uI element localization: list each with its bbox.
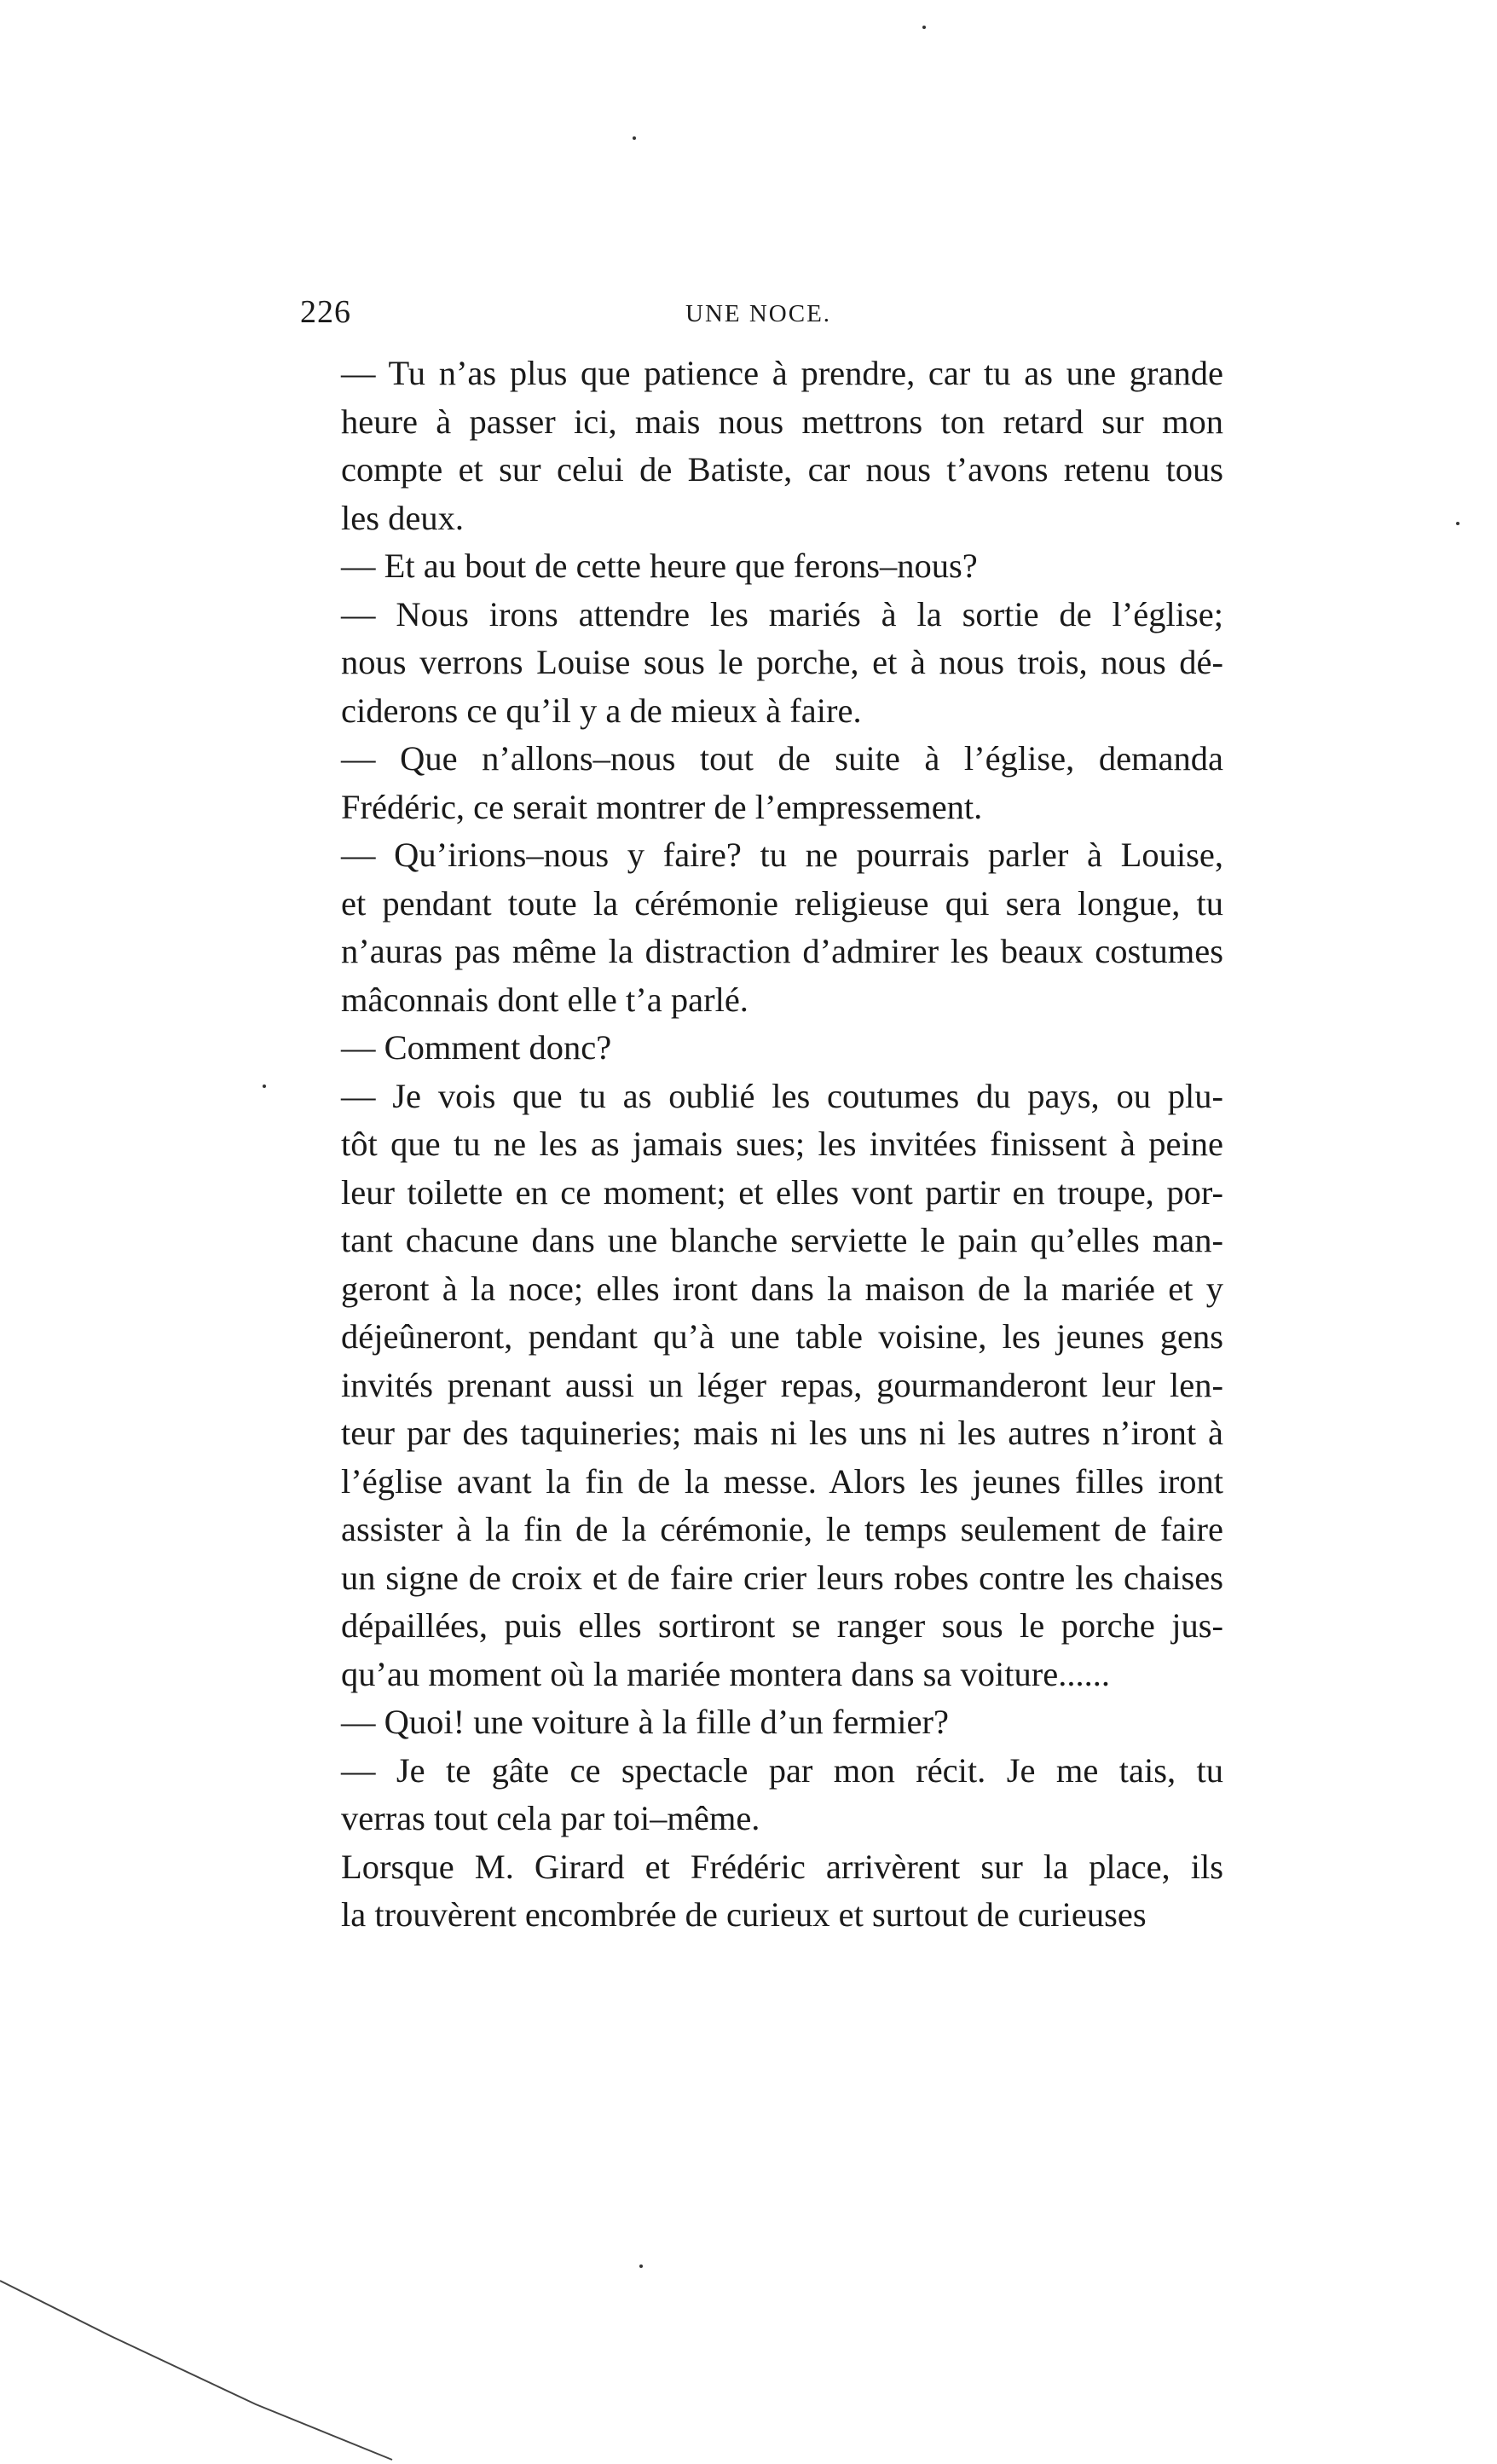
paragraph	[290, 350, 1223, 542]
paragraph	[290, 591, 1223, 736]
text-line: — Quoi! une voiture à la fille d’un fermier?	[341, 1703, 949, 1741]
text-line: — Tu n’as plus que patience à prendre, car tu as une grande	[341, 354, 1223, 392]
text-line: leur toilette en ce moment; et elles vont partir en troupe, por-	[341, 1172, 1223, 1212]
text-line: geront à la noce; elles iront dans la maison de la mariée et y	[341, 1269, 1223, 1308]
page-header	[300, 293, 1221, 336]
body-text	[290, 350, 1223, 1940]
scan-speck	[639, 2264, 643, 2268]
page-number: 226	[300, 294, 351, 330]
text-line: — Nous irons attendre les mariés à la sortie de l’église;	[341, 594, 1223, 633]
text-line: — Que n’allons–nous tout de suite à l’église, demanda	[341, 739, 1223, 778]
paragraph	[290, 1843, 1223, 1940]
text-line: — Je te gâte ce spectacle par mon récit. Je me tais, tu	[341, 1750, 1223, 1790]
text-line: et pendant toute la cérémonie religieuse qui sera longue, tu	[341, 883, 1223, 923]
paragraph	[290, 1747, 1223, 1843]
paragraph	[290, 735, 1223, 831]
text-line: nous verrons Louise sous le porche, et à nous trois, nous dé-	[341, 643, 1223, 681]
paragraph	[290, 542, 1223, 591]
text-line: — Je vois que tu as oublié les coutumes du pays, ou plu-	[341, 1076, 1223, 1115]
text-line: tôt que tu ne les as jamais sues; les invitées finissent à peine	[341, 1125, 1223, 1163]
paragraph	[290, 831, 1223, 1024]
scan-speck	[922, 26, 926, 29]
scan-speck	[1456, 522, 1459, 525]
text-line: verras tout cela par toi–même.	[341, 1799, 760, 1837]
text-line: — Qu’irions–nous y faire? tu ne pourrais parler à Louise,	[341, 836, 1223, 874]
text-line: — Et au bout de cette heure que ferons–nous?	[341, 547, 978, 585]
text-line: n’auras pas même la distraction d’admirer les beaux costumes	[341, 932, 1223, 970]
text-line: les deux.	[341, 498, 464, 537]
text-line: tant chacune dans une blanche serviette le pain qu’elles man-	[341, 1221, 1223, 1259]
text-line: Frédéric, ce serait montrer de l’empressement.	[341, 787, 983, 826]
text-line: un signe de croix et de faire crier leurs robes contre les chaises	[341, 1558, 1223, 1597]
text-line: heure à passer ici, mais nous mettrons ton retard sur mon	[341, 402, 1223, 441]
text-line: Lorsque M. Girard et Frédéric arrivèrent sur la place, ils	[341, 1847, 1223, 1886]
running-title: UNE NOCE.	[685, 300, 832, 327]
scan-edge-line	[0, 2259, 409, 2464]
text-line: mâconnais dont elle t’a parlé.	[341, 980, 748, 1019]
paragraph	[290, 1698, 1223, 1747]
scan-speck	[263, 1085, 266, 1088]
text-line: teur par des taquineries; mais ni les uns ni les autres n’iront à	[341, 1414, 1223, 1452]
text-line: — Comment donc?	[341, 1028, 612, 1067]
text-line: dépaillées, puis elles sortiront se ranger sous le porche jus-	[341, 1606, 1223, 1645]
paragraph	[290, 1073, 1223, 1699]
text-line: déjeûneront, pendant qu’à une table voisine, les jeunes gens	[341, 1317, 1223, 1356]
paragraph	[290, 1024, 1223, 1073]
text-line: ciderons ce qu’il y a de mieux à faire.	[341, 691, 862, 730]
text-line: assister à la fin de la cérémonie, le temps seulement de faire	[341, 1510, 1223, 1548]
scan-speck	[633, 136, 636, 140]
text-line: la trouvèrent encombrée de curieux et surtout de curieuses	[341, 1895, 1147, 1934]
text-line: l’église avant la fin de la messe. Alors les jeunes filles iront	[341, 1461, 1223, 1501]
text-line: qu’au moment où la mariée montera dans sa voiture......	[341, 1654, 1110, 1693]
text-line: invités prenant aussi un léger repas, gourmanderont leur len-	[341, 1365, 1223, 1404]
text-line: compte et sur celui de Batiste, car nous t’avons retenu tous	[341, 450, 1223, 489]
